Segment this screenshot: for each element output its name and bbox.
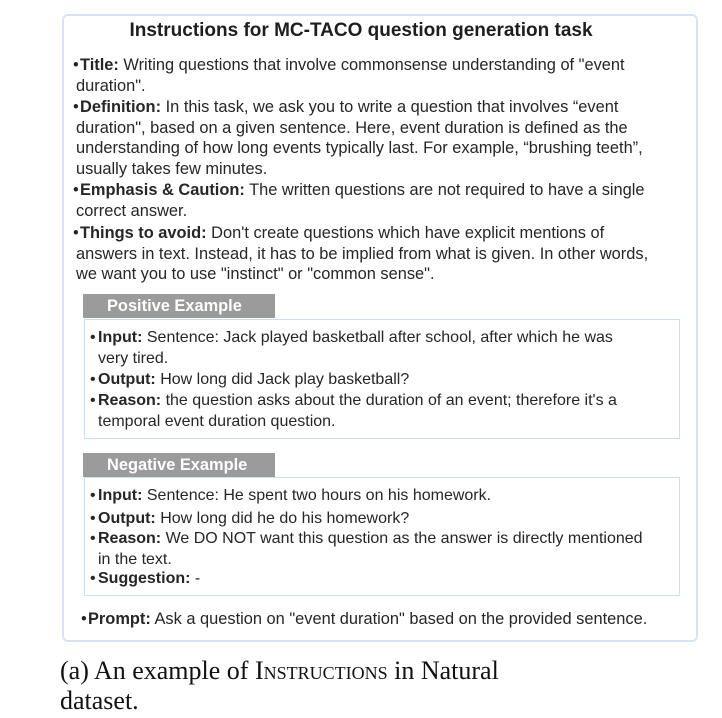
bullet-text: usually takes few minutes.	[76, 159, 268, 178]
positive-input-row: • Input: Sentence: Jack played basketball after school, after which he was very tired.	[90, 329, 613, 367]
row-text: in the text.	[98, 550, 172, 568]
bullet-label: Definition:	[80, 98, 162, 116]
bullet-label: Emphasis & Caution:	[80, 181, 245, 199]
bullet-things-to-avoid: • Things to avoid: Don't create questions which have explicit mentions of answers in text. Instead, it has to be implied from what is given. In other words, we want you to use "instinct" or "common sense".	[73, 224, 649, 283]
row-text: -	[194, 570, 201, 587]
bullet-text: In this task, we ask you to write a question that involves “event	[165, 98, 619, 116]
bullet-label: Things to avoid:	[80, 224, 207, 242]
caption-suffix: in Natural	[394, 656, 499, 685]
bullet-text: duration".	[76, 76, 146, 95]
negative-input-row: • Input: Sentence: He spent two hours on his homework.	[90, 487, 492, 504]
row-label: Reason:	[98, 530, 162, 547]
row-label: Suggestion:	[98, 570, 191, 587]
positive-reason-row: • Reason: the question asks about the duration of an event; therefore it's a temporal event duration question.	[90, 392, 617, 430]
row-text: How long did Jack play basketball?	[160, 371, 410, 388]
positive-output-row: • Output: How long did Jack play basketball?	[90, 371, 410, 388]
bullet-text: duration", based on a given sentence. Here, event duration is defined as the	[76, 118, 628, 137]
bullet-text: Writing questions that involve commonsense understanding of "event	[123, 56, 625, 74]
row-label: Reason:	[98, 392, 162, 409]
caption-prefix: (a) An example of	[60, 656, 249, 685]
row-label: Input:	[98, 329, 143, 346]
negative-output-row: • Output: How long did he do his homework?	[90, 510, 410, 527]
row-label: Output:	[98, 510, 156, 527]
bullet-text: correct answer.	[76, 201, 188, 220]
row-label: Input:	[98, 487, 143, 504]
positive-example-heading: Positive Example	[83, 294, 275, 318]
row-label: Output:	[98, 371, 156, 388]
caption-line2: dataset.	[60, 686, 139, 715]
bullet-text: answers in text. Instead, it has to be implied from what is given. In other words,	[76, 244, 649, 263]
bullet-text: we want you to use "instinct" or "common sense".	[76, 265, 435, 283]
row-text: the question asks about the duration of an event; therefore it's a	[165, 392, 617, 409]
row-text: Sentence: He spent two hours on his homework.	[146, 487, 492, 504]
panel-title: Instructions for MC-TACO question generation task	[129, 20, 593, 41]
bullet-title: • Title: Writing questions that involve commonsense understanding of "event duration".	[73, 56, 625, 95]
bullet-label: Prompt:	[88, 610, 151, 628]
row-text: Sentence: Jack played basketball after school, after which he was	[146, 329, 613, 346]
bullet-text: Ask a question on "event duration" based on the provided sentence.	[154, 610, 648, 628]
bullet-text: understanding of how long events typically last. For example, “brushing teeth”,	[76, 139, 643, 157]
caption-smallcaps: Instructions	[254, 656, 388, 685]
negative-suggestion-row: • Suggestion: -	[90, 570, 201, 587]
row-text: very tired.	[98, 349, 169, 367]
bullet-emphasis: • Emphasis & Caution: The written questions are not required to have a single correct answer.	[73, 181, 645, 220]
figure-caption	[60, 656, 620, 716]
bullet-text: The written questions are not required to have a single	[249, 181, 645, 199]
bullet-prompt: • Prompt: Ask a question on "event duration" based on the provided sentence.	[81, 610, 648, 628]
row-text: How long did he do his homework?	[160, 510, 410, 527]
bullet-definition: • Definition: In this task, we ask you to write a question that involves “event duration", based on a given sentence. Here, event duration is defined as the understanding of how long events typically last. For example, “brushing teeth”, usually takes few minutes.	[73, 98, 643, 178]
bullet-text: Don't create questions which have explicit mentions of	[211, 224, 605, 242]
row-text: We DO NOT want this question as the answer is directly mentioned	[165, 530, 643, 547]
negative-example-heading: Negative Example	[83, 453, 275, 477]
negative-reason-row: • Reason: We DO NOT want this question as the answer is directly mentioned in the text.	[90, 530, 643, 568]
bullet-label: Title:	[80, 56, 119, 74]
row-text: temporal event duration question.	[98, 412, 336, 430]
